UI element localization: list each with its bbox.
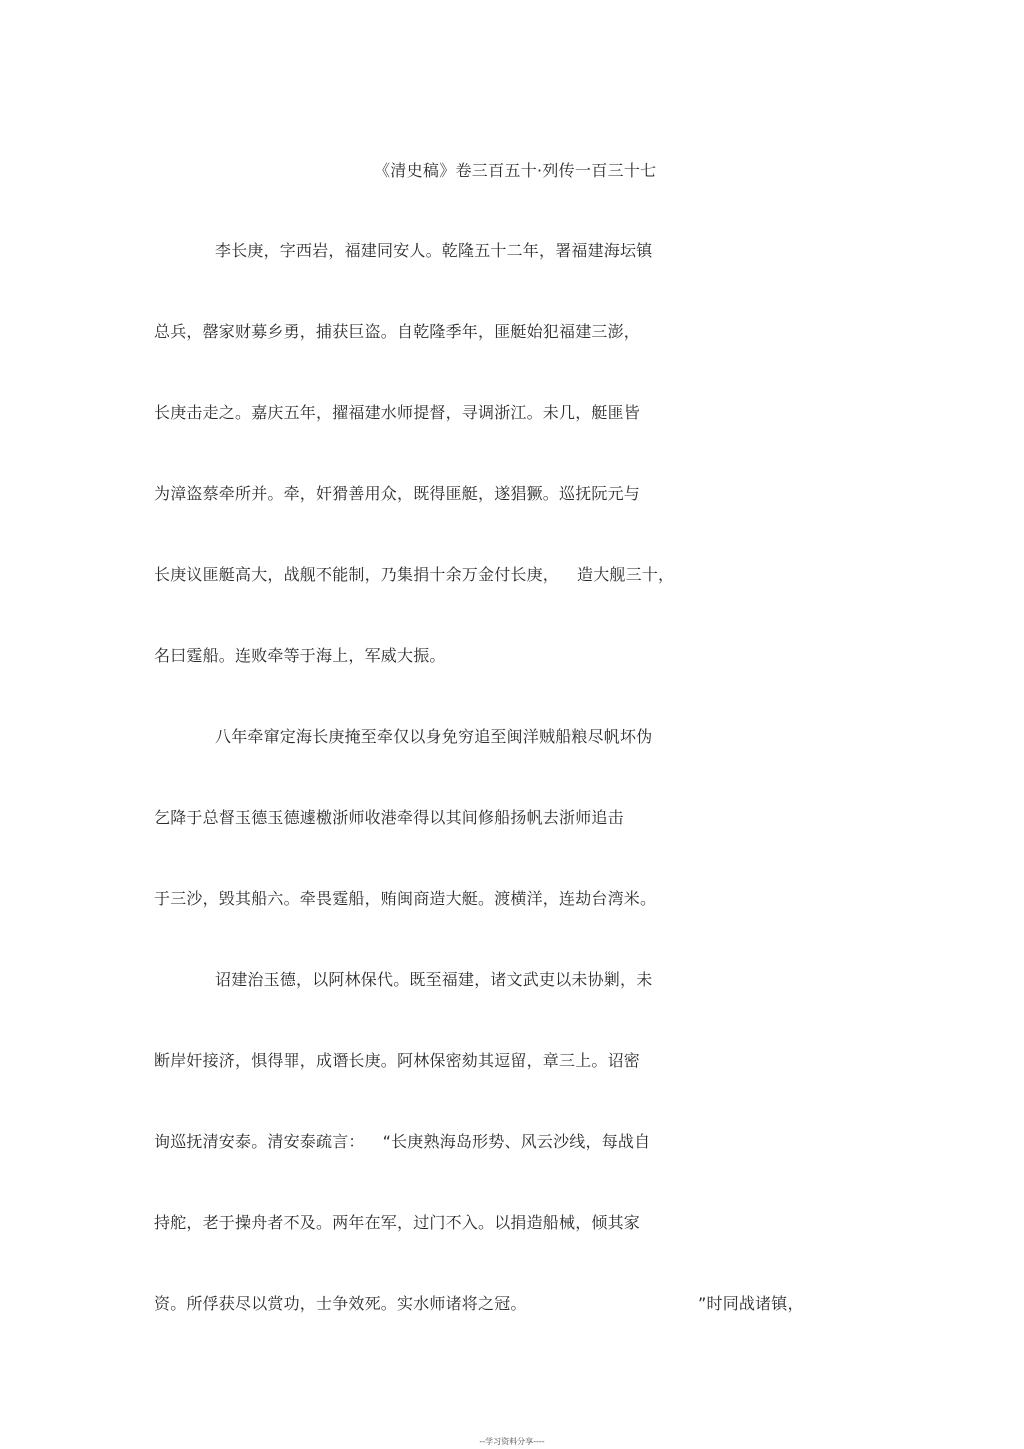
paragraph-line: 总兵，罄家财募乡勇，捕获巨盗。自乾隆季年，匪艇始犯福建三澎， [154, 322, 641, 341]
paragraph-line: 持舵，老于操舟者不及。两年在军，过门不入。以捐造船械，倾其家 [154, 1213, 641, 1232]
paragraph-line: 资。所俘获尽以赏功，士争效死。实水师诸将之冠。 [154, 1294, 527, 1313]
paragraph-line [154, 562, 674, 585]
paragraph-line: 诏建治玉德，以阿林保代。既至福建，诸文武吏以未协剿，未 [215, 970, 653, 989]
paragraph-line: 名曰霆船。连败牵等于海上，军威大振。 [154, 646, 446, 665]
page-footer: --学习资料分享---- [479, 1437, 545, 1446]
line-segment: 造大舰三十， [577, 565, 675, 584]
line-segment: “长庚熟海岛形势、风云沙线，每战自 [382, 1132, 651, 1151]
paragraph-line: 断岸奸接济，惧得罪，成谮长庚。阿林保密劾其逗留，章三上。诏密 [154, 1051, 641, 1070]
paragraph-line: ”时同战诸镇， [698, 1294, 804, 1313]
document-title: 《清史稿》卷三百五十·列传一百三十七 [374, 161, 657, 180]
paragraph-line: 乞降于总督玉德玉德遽檄浙师收港牵得以其间修船扬帆去浙师追击 [154, 808, 624, 827]
paragraph-line: 长庚击走之。嘉庆五年，擢福建水师提督，寻调浙江。未几，艇匪皆 [154, 403, 641, 422]
line-segment: 长庚议匪艇高大，战舰不能制，乃集捐十余万金付长庚， [154, 565, 560, 584]
paragraph-line: 于三沙，毁其船六。牵畏霆船，贿闽商造大艇。渡横洋，连劫台湾米。 [154, 889, 657, 908]
line-segment: 询巡抚清安泰。清安泰疏言： [154, 1132, 365, 1151]
paragraph-line: 为漳盗蔡牵所并。牵，奸猾善用众，既得匪艇，遂猖獗。巡抚阮元与 [154, 484, 641, 503]
paragraph-line: 八年牵窜定海长庚掩至牵仅以身免穷追至闽洋贼船粮尽帆坏伪 [215, 727, 653, 746]
paragraph-line [154, 1129, 650, 1152]
paragraph-line: 李长庚，字西岩，福建同安人。乾隆五十二年，署福建海坛镇 [215, 241, 653, 260]
